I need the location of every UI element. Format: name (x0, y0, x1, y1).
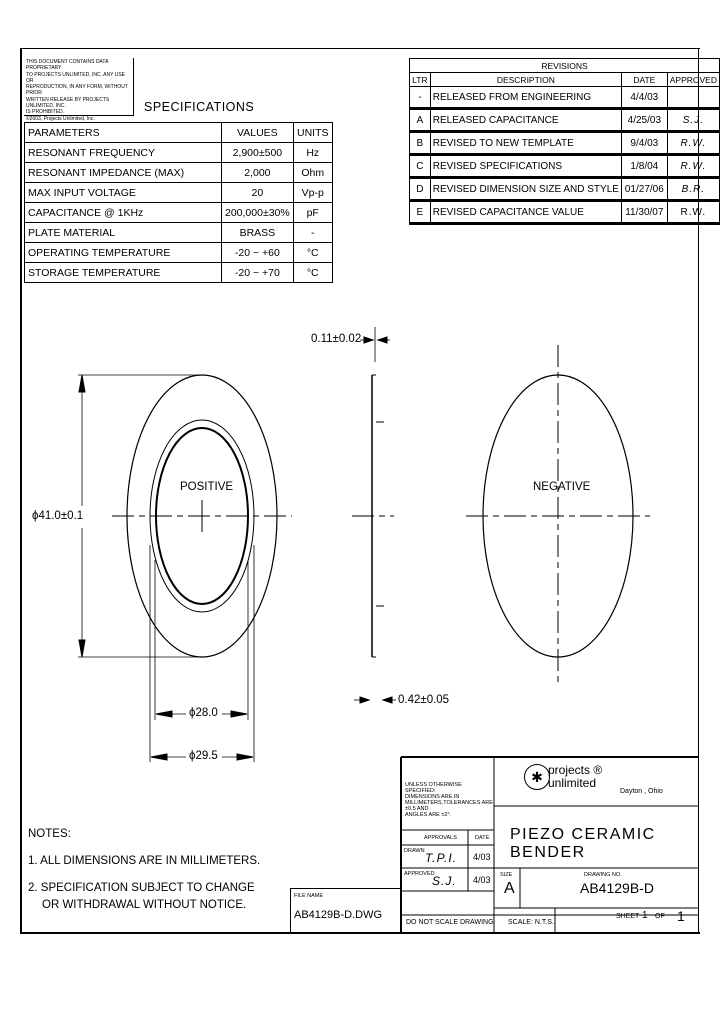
inner-diameter-dim-29: ϕ29.5 (189, 750, 218, 762)
drawing-size: A (504, 880, 515, 897)
table-row: E REVISED CAPACITANCE VALUE 11/30/07 R.W. (410, 201, 720, 224)
negative-label: NEGATIVE (533, 481, 591, 493)
tolerance-note: UNLESS OTHERWISE SPECIFIED: DIMENSIONS ARE IN MILLIMETERS,TOLERANCES ARE ±0.5 AND ANGLES ARE ±2°. (405, 782, 493, 818)
copyright-notice: THIS DOCUMENT CONTAINS DATA PROPRIETARY TO PROJECTS UNLIMITED, INC. ANY USE OR REPRODUCTION, IN ANY FORM, WITHOUT PRIOR WRITTEN RELEASE BY PROJECTS UNLIMITED, INC. IS PROHIBITED. ©2003, Projects Unlimited, Inc. (24, 58, 134, 116)
note-1: 1. ALL DIMENSIONS ARE IN MILLIMETERS. (28, 855, 261, 867)
part-title: PIEZO CERAMIC BENDER (510, 826, 656, 861)
inner-diameter-dim-28: ϕ28.0 (189, 707, 218, 719)
company-name: projects ® unlimited (548, 763, 603, 790)
table-row: PLATE MATERIAL BRASS - (25, 223, 333, 243)
scale-note: SCALE: N.T.S. (508, 919, 554, 926)
thickness-dim-total: 0.42±0.05 (398, 694, 450, 706)
table-row: LTR DESCRIPTION DATE APPROVED (410, 73, 720, 87)
table-row: PARAMETERS VALUES UNITS (25, 123, 333, 143)
revisions-title: REVISIONS (410, 59, 720, 73)
notes-section (28, 826, 260, 914)
file-name-box: FILE NAME AB4129B-D.DWG (290, 888, 402, 933)
approved-by: S.J. (432, 874, 457, 888)
table-row: STORAGE TEMPERATURE -20 ~ +70 °C (25, 263, 333, 283)
note-2: 2. SPECIFICATION SUBJECT TO CHANGE (28, 882, 255, 894)
table-row: B REVISED TO NEW TEMPLATE 9/4/03 R.W. (410, 132, 720, 155)
specifications-title: SPECIFICATIONS (144, 100, 255, 114)
approved-date: 4/03 (473, 875, 491, 885)
table-row: A RELEASED CAPACITANCE 4/25/03 S.J. (410, 109, 720, 132)
file-name: AB4129B-D.DWG (294, 909, 383, 921)
table-row: - RELEASED FROM ENGINEERING 4/4/03 (410, 87, 720, 109)
sheet-total: 1 (677, 908, 685, 924)
outer-diameter-dim: ϕ41.0±0.1 (32, 510, 84, 522)
table-row: RESONANT FREQUENCY 2,900±500 Hz (25, 143, 333, 163)
drawn-by: T.P.I. (425, 851, 458, 865)
do-not-scale-note: DO NOT SCALE DRAWING (406, 919, 494, 926)
drawn-date: 4/03 (473, 852, 491, 862)
company-logo-icon: ✱ (524, 764, 550, 790)
table-row: MAX INPUT VOLTAGE 20 Vp-p (25, 183, 333, 203)
table-row: OPERATING TEMPERATURE -20 ~ +60 °C (25, 243, 333, 263)
sheet-number: 1 (642, 910, 648, 921)
positive-label: POSITIVE (180, 481, 234, 493)
table-row: C REVISED SPECIFICATIONS 1/8/04 R.W. (410, 155, 720, 178)
table-row: CAPACITANCE @ 1KHz 200,000±30% pF (25, 203, 333, 223)
drawing-number: AB4129B-D (580, 880, 654, 896)
company-location: Dayton , Ohio (620, 788, 663, 795)
notes-title: NOTES: (28, 828, 71, 840)
table-row: D REVISED DIMENSION SIZE AND STYLE 01/27/06 B.R. (410, 178, 720, 201)
table-row: RESONANT IMPEDANCE (MAX) 2,000 Ohm (25, 163, 333, 183)
thickness-dim-plate: 0.11±0.02 (311, 333, 362, 345)
note-2-cont: OR WITHDRAWAL WITHOUT NOTICE. (42, 899, 247, 911)
